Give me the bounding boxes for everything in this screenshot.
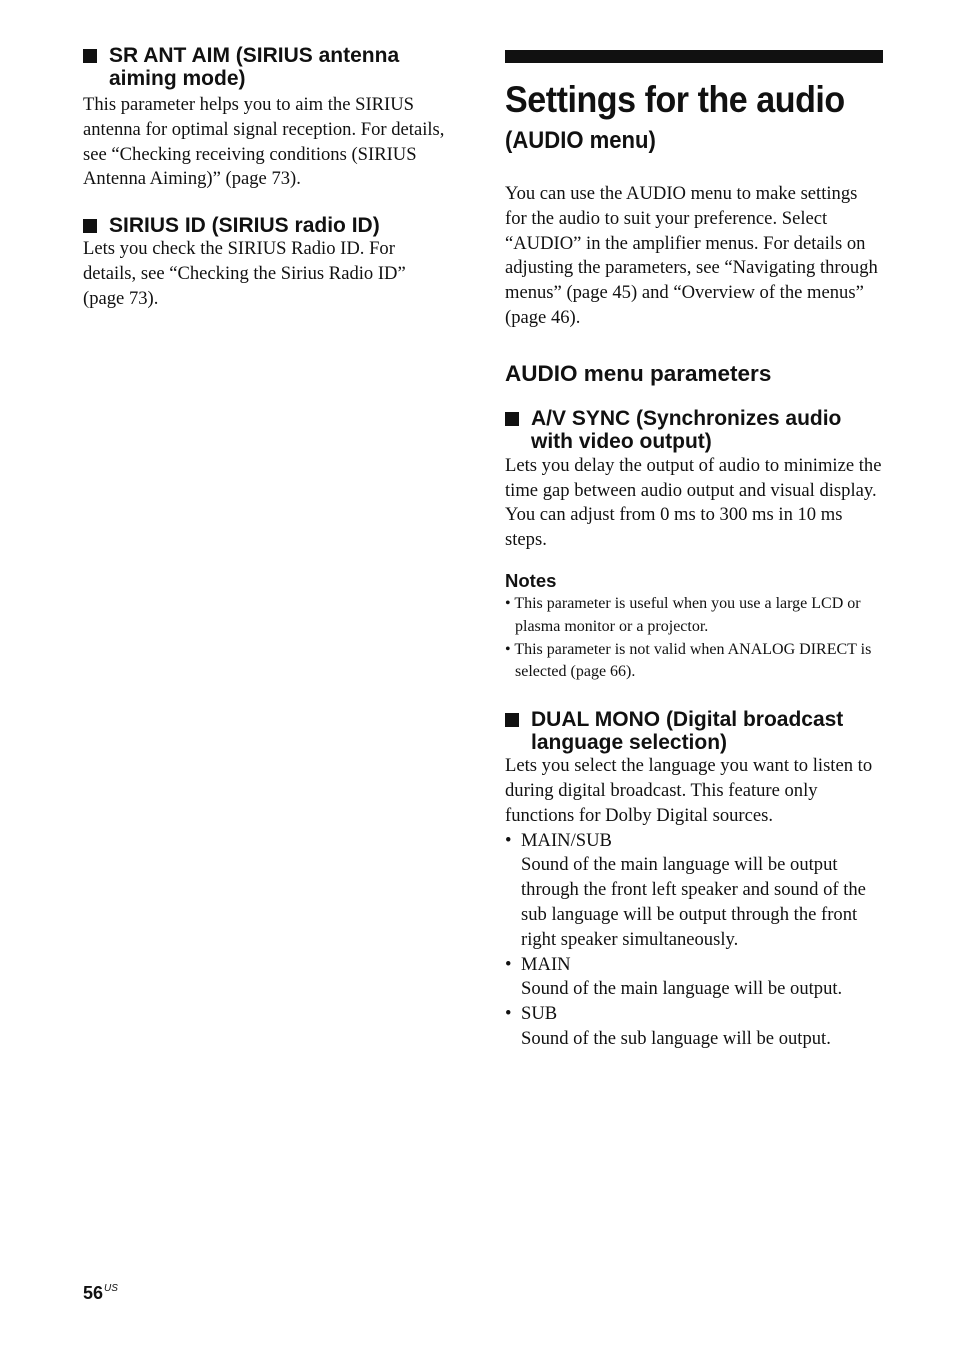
left-column	[83, 44, 451, 312]
note-item: • This parameter is useful when you use a large LCD or plasma monitor or a projector.	[505, 594, 861, 635]
option-label: MAIN/SUB	[521, 829, 612, 851]
square-bullet-icon	[83, 219, 97, 233]
sirius-id-heading-text: SIRIUS ID (SIRIUS radio ID)	[109, 214, 380, 238]
note-item: • This parameter is not valid when ANALOG DIRECT is selected (page 66).	[505, 640, 872, 681]
av-sync-heading	[505, 407, 883, 453]
page-number-value: 56	[83, 1283, 104, 1303]
page-title: Settings for the audio	[505, 79, 845, 120]
option-description: Sound of the main language will be output through the front left speaker and sound of the sub language will be output through the front right speaker simultaneously.	[521, 854, 866, 950]
bullet-icon: •	[505, 953, 512, 975]
av-sync-body: Lets you delay the output of audio to minimize the time gap between audio output and visual display. You can adjust from 0 ms to 300 ms in 10 ms steps.	[505, 454, 882, 551]
intro-paragraph: You can use the AUDIO menu to make settings for the audio to suit your preference. Select “AUDIO” in the amplifier menus. For details on adjusting the parameters, see “Navigating through menus” (page 45) and “Overview of the menus” (page 46).	[505, 183, 878, 328]
sr-ant-aim-heading-text: SR ANT AIM (SIRIUS antenna aiming mode)	[109, 44, 400, 90]
audio-menu-parameters-heading: AUDIO menu parameters	[505, 360, 772, 386]
bullet-icon: •	[505, 829, 512, 851]
av-sync-heading-text: A/V SYNC (Synchronizes audio with video output)	[531, 406, 842, 453]
option-label: MAIN	[521, 953, 571, 975]
dual-mono-body: Lets you select the language you want to listen to during digital broadcast. This feature only functions for Dolby Digital sources.	[505, 755, 873, 826]
square-bullet-icon	[83, 49, 97, 63]
right-column	[505, 50, 883, 1052]
square-bullet-icon	[505, 713, 519, 727]
list-item	[505, 953, 883, 1003]
square-bullet-icon	[505, 412, 519, 426]
notes-heading: Notes	[505, 569, 557, 591]
section-top-rule	[505, 50, 883, 63]
option-description: Sound of the main language will be output.	[521, 978, 843, 1000]
sr-ant-aim-heading	[83, 44, 451, 90]
list-item	[505, 1002, 883, 1052]
sirius-id-body: Lets you check the SIRIUS Radio ID. For details, see “Checking the Sirius Radio ID” (page 73).	[83, 238, 406, 309]
bullet-icon: •	[505, 1003, 512, 1025]
sr-ant-aim-body: This parameter helps you to aim the SIRIUS antenna for optimal signal reception. For details, see “Checking receiving conditions (SIRIUS Antenna Aiming)” (page 73).	[83, 94, 445, 190]
page-number	[83, 1283, 118, 1304]
list-item	[505, 829, 883, 953]
option-description: Sound of the sub language will be output.	[521, 1027, 831, 1049]
dual-mono-heading	[505, 708, 883, 754]
dual-mono-heading-text: DUAL MONO (Digital broadcast language selection)	[531, 708, 844, 755]
option-label: SUB	[521, 1003, 558, 1025]
region-code: US	[104, 1283, 118, 1294]
sirius-id-heading	[83, 214, 451, 237]
page-subtitle: (AUDIO menu)	[505, 127, 656, 154]
